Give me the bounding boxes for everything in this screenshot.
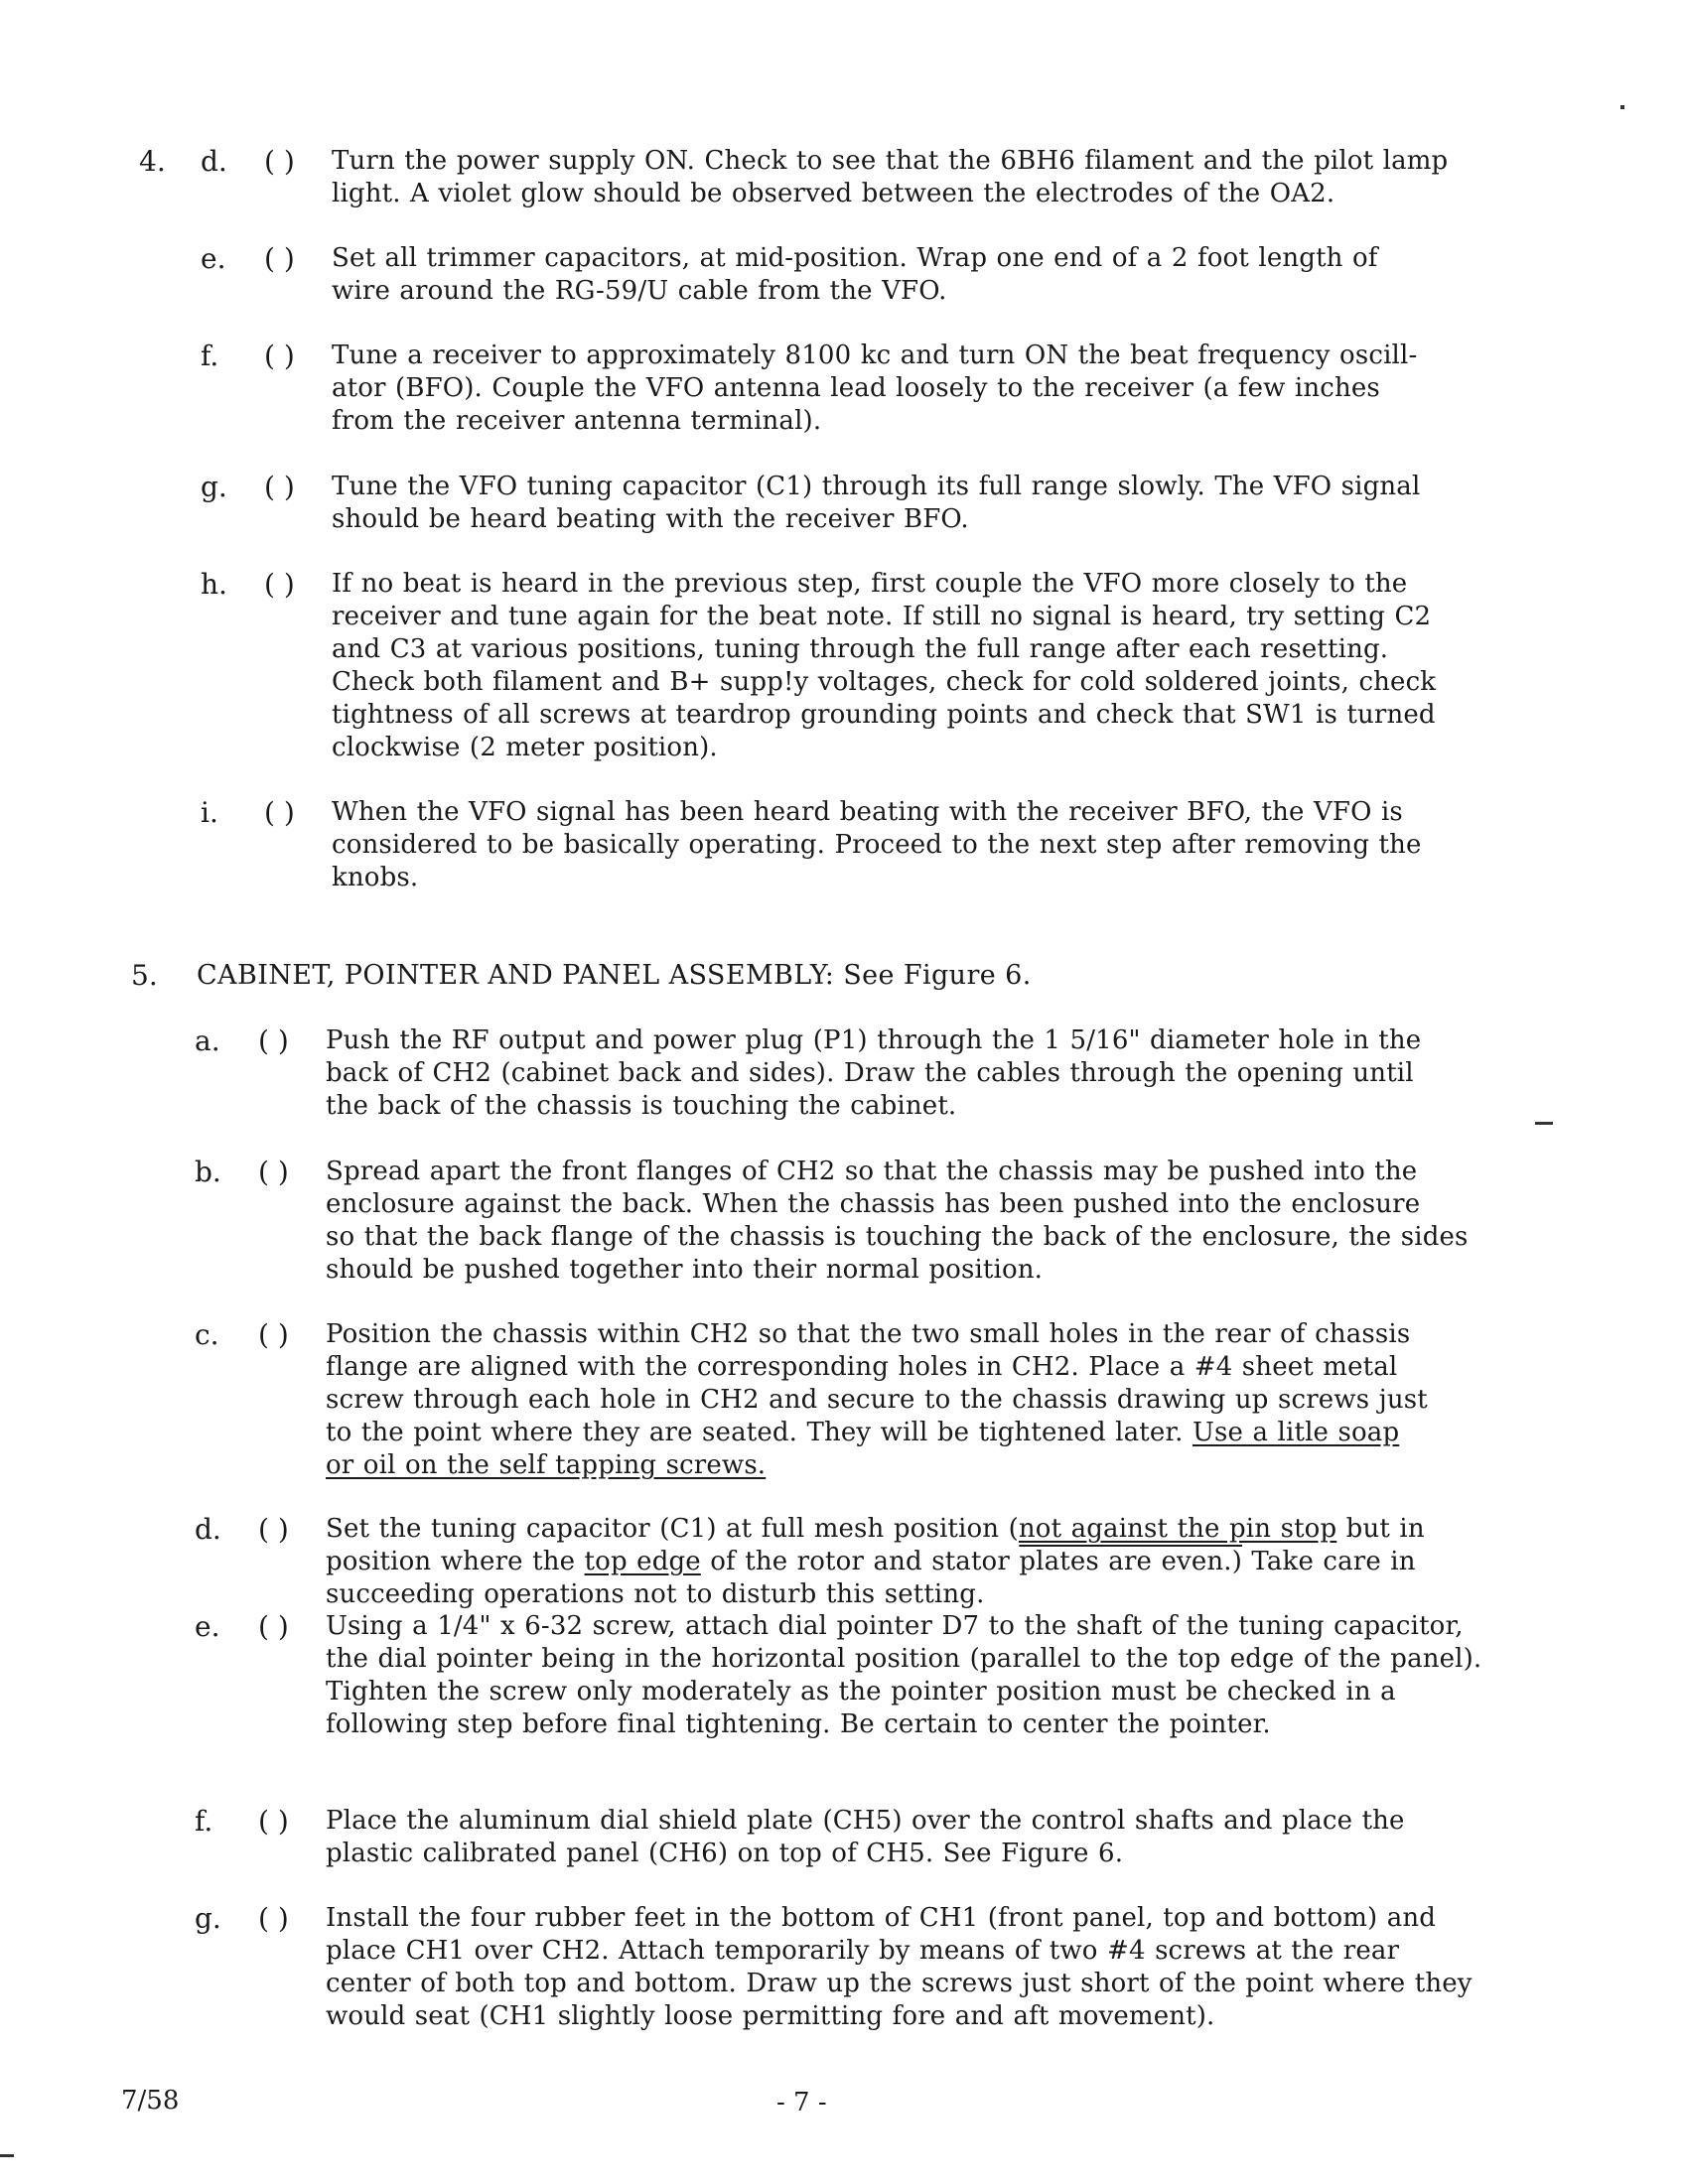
step-checkbox[interactable]: ( ) xyxy=(258,1318,289,1351)
step-checkbox[interactable]: ( ) xyxy=(258,1610,289,1643)
step-text: Push the RF output and power plug (P1) through the 1 5/16" diameter hole in the back of CH2 (cabinet back and sides). Draw the cables through the opening until the back of the chassis is touching the cabinet. xyxy=(326,1025,1422,1121)
step-letter: h. xyxy=(201,568,227,601)
step-letter: f. xyxy=(201,340,219,372)
step-text-main: Position the chassis within CH2 so that the two small holes in the rear of chassis flange are aligned with the corresponding holes in CH2. Place a #4 sheet metal screw through each hole in CH2 and secure to the chassis drawing up screws just to the point where they are seated. They will be tightened later. xyxy=(326,1319,1428,1447)
step-checkbox[interactable]: ( ) xyxy=(264,796,295,829)
step-checkbox[interactable]: ( ) xyxy=(258,1902,289,1935)
underline-part-2: le soap xyxy=(1305,1418,1400,1447)
step-checkbox[interactable]: ( ) xyxy=(264,568,295,601)
step-text xyxy=(326,1513,1425,1611)
step-text: If no beat is heard in the previous step, first couple the VFO more closely to the receiver and tune again for the beat note. If still no signal is heard, try setting C2 and C3 at various positions, tuning through the full range after each resetting. Check both filament and B+ supp!y voltages, check for cold soldered joints, check tightness of all screws at teardrop grounding points and check that SW1 is turned clockwise (2 meter position). xyxy=(332,569,1437,762)
step-letter: g. xyxy=(195,1902,221,1935)
step-checkbox[interactable]: ( ) xyxy=(264,471,295,503)
step-letter: f. xyxy=(195,1805,213,1838)
step-text: Set all trimmer capacitors, at mid-position. Wrap one end of a 2 foot length of wire around the RG-59/U cable from the VFO. xyxy=(332,243,1378,306)
step-letter: c. xyxy=(195,1318,219,1351)
underline-part-3: or oil on the self tapping screws. xyxy=(326,1450,767,1480)
step-text: Tune a receiver to approximately 8100 kc and turn ON the beat frequency oscill- ator (BFO). Couple the VFO antenna lead loosely to the receiver (a few inches from the receiver antenna terminal). xyxy=(332,341,1418,436)
step-text: When the VFO signal has been heard beating with the receiver BFO, the VFO is considered to be basically operating. Proceed to the next step after removing the knobs. xyxy=(332,797,1422,892)
step-checkbox[interactable]: ( ) xyxy=(258,1024,289,1057)
step-letter: d. xyxy=(195,1513,221,1546)
text-run: but in xyxy=(1336,1514,1425,1544)
step-letter: b. xyxy=(195,1156,221,1188)
step-checkbox[interactable]: ( ) xyxy=(258,1805,289,1838)
section-number: 4. xyxy=(139,145,166,178)
step-text: Place the aluminum dial shield plate (CH5) over the control shafts and place the plastic calibrated panel (CH6) on top of CH5. See Figure 6. xyxy=(326,1806,1405,1868)
scan-speck xyxy=(1535,1122,1553,1125)
text-run: Set the tuning capacitor (C1) at full mesh position ( xyxy=(326,1514,1019,1544)
text-run-underlined: top edge xyxy=(584,1547,701,1576)
step-text: Using a 1/4" x 6-32 screw, attach dial pointer D7 to the shaft of the tuning capacitor, the dial pointer being in the horizontal position (parallel to the top edge of the panel). Tighten the screw only moderately as the pointer position must be checked in a following step before final tightening. Be certain to center the pointer. xyxy=(326,1611,1482,1739)
step-letter: g. xyxy=(201,471,227,503)
step-text xyxy=(326,1318,1428,1482)
step-checkbox[interactable]: ( ) xyxy=(258,1156,289,1188)
step-checkbox[interactable]: ( ) xyxy=(264,242,295,275)
step-checkbox[interactable]: ( ) xyxy=(264,145,295,178)
text-run: Take care in xyxy=(1242,1547,1416,1576)
footer-date: 7/58 xyxy=(121,2086,180,2116)
text-run-underlined: not against the pin stop xyxy=(1018,1514,1337,1544)
step-text: Tune the VFO tuning capacitor (C1) through its full range slowly. The VFO signal should be heard beating with the receiver BFO. xyxy=(332,472,1421,534)
text-run-overlined: plates are even.) xyxy=(1019,1547,1243,1576)
text-run: position where the xyxy=(326,1547,585,1576)
step-letter: d. xyxy=(201,145,227,178)
section-number: 5. xyxy=(131,959,158,992)
step-letter: a. xyxy=(195,1024,220,1057)
step-text-underlined xyxy=(1193,1418,1399,1447)
step-checkbox[interactable]: ( ) xyxy=(258,1513,289,1546)
text-run: succeeding operations not to disturb this setting. xyxy=(326,1579,985,1609)
section-heading: CABINET, POINTER AND PANEL ASSEMBLY: See Figure 6. xyxy=(197,960,1032,991)
step-text: Install the four rubber feet in the bottom of CH1 (front panel, top and bottom) and place CH1 over CH2. Attach temporarily by means of two #4 screws at the rear center of both top and bottom. Draw up the screws just short of the point where they would seat (CH1 slightly loose permitting fore and aft movement). xyxy=(326,1903,1473,2031)
underline-part-1: Use a lit xyxy=(1192,1418,1306,1447)
step-text: Spread apart the front flanges of CH2 so that the chassis may be pushed into the enclosure against the back. When the chassis has been pushed into the enclosure so that the back flange of the chassis is touching the back of the enclosure, the sides should be pushed together into their normal position. xyxy=(326,1157,1469,1285)
step-letter: e. xyxy=(201,242,226,275)
scan-speck xyxy=(0,2154,14,2157)
step-letter: i. xyxy=(201,796,218,829)
step-checkbox[interactable]: ( ) xyxy=(264,340,295,372)
page-number: - 7 - xyxy=(776,2088,827,2117)
step-text: Turn the power supply ON. Check to see that the 6BH6 filament and the pilot lamp light. A violet glow should be observed between the electrodes of the OA2. xyxy=(332,146,1449,208)
step-letter: e. xyxy=(195,1610,220,1643)
scan-speck xyxy=(1620,105,1624,109)
text-run: of the rotor and stator xyxy=(700,1547,1020,1576)
